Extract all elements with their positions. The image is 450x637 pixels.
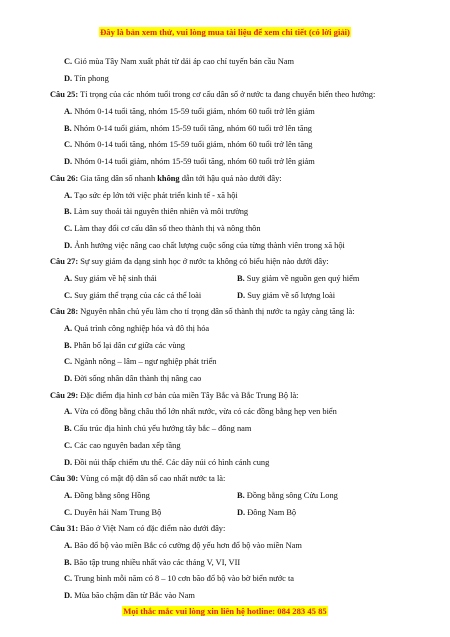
option-letter: A.	[64, 273, 73, 283]
answer-option	[237, 505, 410, 522]
answer-option	[50, 588, 410, 605]
option-text: Đời sống nhân dân thành thị nâng cao	[72, 374, 202, 384]
question-number: Câu 31:	[50, 524, 79, 534]
option-text: Làm suy thoái tài nguyên thiên nhiên và môi trường	[71, 207, 249, 217]
answer-option	[64, 288, 237, 305]
option-letter: A.	[64, 107, 73, 117]
option-text: Suy giảm về hệ sinh thái	[72, 273, 157, 283]
question-line	[50, 254, 410, 271]
option-text: Trung bình mỗi năm có 8 – 10 cơn bão đổ bộ vào bờ biển nước ta	[72, 574, 294, 584]
answer-option	[50, 154, 410, 171]
option-letter: C.	[64, 440, 73, 450]
option-text: Nhóm 0-14 tuổi tăng, nhóm 15-59 tuổi giảm, nhóm 60 tuổi trở lên giảm	[72, 107, 315, 117]
answer-option	[64, 271, 237, 288]
answer-option	[50, 238, 410, 255]
question-line	[50, 171, 410, 188]
answer-option	[50, 371, 410, 388]
option-letter: C.	[64, 57, 73, 66]
question-line	[50, 521, 410, 538]
question-text: Đặc điểm địa hình cơ bản của miền Tây Bắc và Bắc Trung Bộ là:	[78, 390, 299, 400]
question-text: Gia tăng dân số nhanh	[78, 173, 158, 183]
preview-notice-text: Đây là bản xem thử, vui lòng mua tài liệu để xem chi tiết (có lời giải)	[100, 27, 350, 37]
option-letter: B.	[64, 340, 72, 350]
hotline-banner	[0, 606, 450, 616]
question-line	[50, 87, 410, 104]
option-letter: B.	[237, 490, 245, 500]
question-list	[50, 54, 410, 605]
question-text: Tỉ trọng của các nhóm tuổi trong cơ cấu dân số ở nước ta đang chuyển biến theo hướng:	[78, 90, 376, 100]
question-number: Câu 28:	[50, 307, 79, 317]
option-text: Gió mùa Tây Nam xuất phát từ dải áp cao chí tuyến bán cầu Nam	[72, 57, 294, 66]
question-number: Câu 30:	[50, 474, 79, 484]
option-letter: A.	[64, 407, 73, 417]
option-letter: D.	[64, 457, 73, 467]
option-letter: C.	[64, 290, 73, 300]
option-letter: B.	[64, 424, 72, 434]
answer-option	[237, 488, 410, 505]
answer-option	[50, 71, 410, 88]
option-text: Suy giảm thể trạng của các cá thể loài	[72, 290, 202, 300]
answer-option	[50, 421, 410, 438]
answer-option	[50, 137, 410, 154]
option-text: Suy giảm về nguồn gen quý hiếm	[244, 273, 360, 283]
option-text: Nhóm 0-14 tuổi giảm, nhóm 15-59 tuổi tăng, nhóm 60 tuổi trở lên tăng	[71, 123, 312, 133]
question-text: Nguyên nhân chủ yếu làm cho tỉ trọng dân số thành thị nước ta ngày càng tăng là:	[78, 307, 355, 317]
answer-option-row	[50, 505, 410, 522]
question-text: Sự suy giảm đa dạng sinh học ở nước ta không có biểu hiện nào dưới đây:	[78, 257, 329, 267]
option-text: Vừa có đồng bằng châu thổ lớn nhất nước, vừa có các đồng bằng hẹp ven biển	[72, 407, 337, 417]
question-text-cont: dẫn tới hậu quả nào dưới đây:	[179, 173, 282, 183]
option-letter: B.	[64, 207, 72, 217]
answer-option	[50, 404, 410, 421]
option-text: Bão đổ bộ vào miền Bắc có cường độ yếu hơn đổ bộ vào miền Nam	[72, 540, 302, 550]
option-letter: B.	[64, 557, 72, 567]
answer-option	[50, 538, 410, 555]
option-letter: A.	[64, 324, 73, 333]
option-text: Đồi núi thấp chiếm ưu thế. Các dãy núi có hình cánh cung	[72, 457, 270, 467]
answer-option	[237, 271, 410, 288]
option-letter: D.	[64, 240, 73, 250]
question-number: Câu 25:	[50, 90, 79, 100]
option-letter: B.	[237, 273, 245, 283]
answer-option	[50, 54, 410, 71]
answer-option-row	[50, 488, 410, 505]
option-letter: D.	[64, 73, 73, 83]
option-text: Duyên hải Nam Trung Bộ	[72, 507, 162, 517]
option-text: Tạo sức ép lớn tới việc phát triển kinh tế - xã hội	[72, 190, 238, 200]
answer-option	[50, 354, 410, 371]
option-letter: D.	[64, 591, 73, 600]
option-text: Nhóm 0-14 tuổi giảm, nhóm 15-59 tuổi tăng, nhóm 60 tuổi trở lên giảm	[72, 157, 315, 167]
option-text: Các cao nguyên badan xếp tầng	[72, 440, 181, 450]
option-text: Đồng bằng sông Hồng	[72, 490, 150, 500]
option-text: Suy giảm về số lượng loài	[245, 290, 336, 300]
preview-notice-banner	[0, 27, 450, 37]
question-text: Vùng có mật độ dân số cao nhất nước ta là:	[78, 474, 226, 484]
answer-option	[64, 488, 237, 505]
option-text: Quá trình công nghiệp hóa và đô thị hóa	[72, 324, 210, 333]
answer-option	[50, 555, 410, 572]
option-text: Đồng bằng sông Cửu Long	[244, 490, 338, 500]
answer-option	[237, 288, 410, 305]
option-letter: A.	[64, 490, 73, 500]
answer-option-row	[50, 271, 410, 288]
option-letter: D.	[64, 157, 73, 167]
answer-option	[50, 121, 410, 138]
option-letter: C.	[64, 140, 73, 150]
question-line	[50, 388, 410, 405]
option-text: Tín phong	[72, 73, 109, 83]
question-number: Câu 26:	[50, 173, 79, 183]
option-text: Nhóm 0-14 tuổi tăng, nhóm 15-59 tuổi giảm, nhóm 60 tuổi trở lên tăng	[72, 140, 313, 150]
option-text: Cấu trúc địa hình chủ yếu hướng tây bắc – đông nam	[71, 424, 252, 434]
option-text: Làm thay đổi cơ cấu dân số theo thành thị và nông thôn	[72, 223, 261, 233]
option-text: Ảnh hưởng việc nâng cao chất lượng cuộc sống của từng thành viên trong xã hội	[72, 240, 345, 250]
question-line	[50, 471, 410, 488]
option-letter: C.	[64, 507, 73, 517]
option-letter: A.	[64, 540, 73, 550]
answer-option	[50, 204, 410, 221]
question-text: Bão ở Việt Nam có đặc điểm nào dưới đây:	[78, 524, 226, 534]
option-letter: D.	[237, 290, 246, 300]
answer-option	[50, 438, 410, 455]
option-text: Phân bố lại dân cư giữa các vùng	[71, 340, 185, 350]
answer-option	[50, 338, 410, 355]
option-text: Bão tập trung nhiều nhất vào các tháng V, VI, VII	[71, 557, 241, 567]
option-letter: C.	[64, 357, 73, 367]
answer-option-row	[50, 288, 410, 305]
question-number: Câu 27:	[50, 257, 79, 267]
option-letter: A.	[64, 190, 73, 200]
option-text: Đông Nam Bộ	[245, 507, 297, 517]
answer-option	[50, 188, 410, 205]
answer-option	[50, 321, 410, 338]
option-letter: D.	[64, 374, 73, 384]
option-letter: D.	[237, 507, 246, 517]
question-number: Câu 29:	[50, 390, 79, 400]
option-text: Mùa bão chậm dần từ Bắc vào Nam	[72, 591, 195, 600]
option-text: Ngành nông – lâm – ngư nghiệp phát triển	[72, 357, 217, 367]
option-letter: B.	[64, 123, 72, 133]
option-letter: C.	[64, 223, 73, 233]
hotline-text: Mọi thắc mắc vui lòng xin liên hệ hotline: 084 283 45 85	[123, 606, 327, 616]
answer-option	[50, 455, 410, 472]
answer-option	[64, 505, 237, 522]
question-line	[50, 304, 410, 321]
question-emphasis: không	[157, 173, 180, 183]
answer-option	[50, 221, 410, 238]
option-letter: C.	[64, 574, 73, 584]
answer-option	[50, 104, 410, 121]
answer-option	[50, 571, 410, 588]
